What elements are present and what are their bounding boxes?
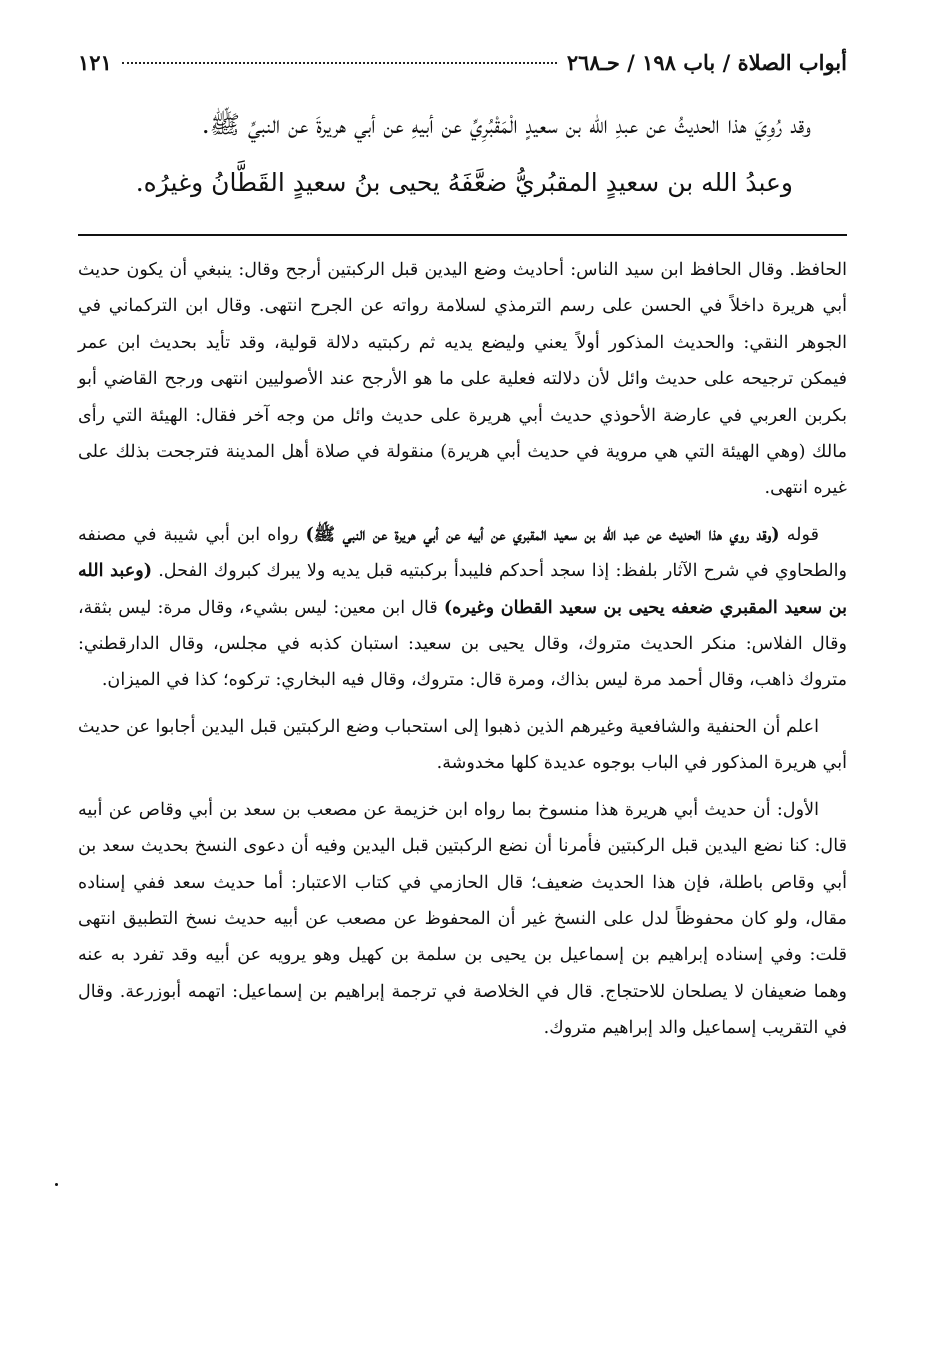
margin-dot <box>55 1183 58 1186</box>
commentary-paragraph-3: اعلم أن الحنفية والشافعية وغيرهم الذين ذهبوا إلى استحباب وضع الركبتين قبل اليدين أجابوا عن حديث أبي هريرة المذكور في الباب بوجوه عديدة كلها مخدوشة. <box>78 716 847 774</box>
commentary-text-2: قال ابن معين: ليس بشيء، وقال مرة: ليس بثقة، وقال الفلاس: منكر الحديث متروك، وقال يحيى بن سعيد: استبان كذبه في مجلس، وقال الدارقطني: متروك ذاهب، وقال أحمد مرة ليس بذاك، ومرة قال: متروك، وقال فيه البخاري: تركوه؛ كذا في الميزان. <box>78 597 847 691</box>
footnote-divider <box>78 234 847 236</box>
running-header <box>78 50 847 90</box>
commentary-text-1: رواه ابن أبي شيبة في مصنفه والطحاوي في شرح الآثار بلفظ: إذا سجد أحدكم فليبدأ بركبتيه قبل يديه ولا يبرك كبروك الفحل. <box>78 524 848 582</box>
page-number: ١٢١ <box>78 50 112 75</box>
main-paragraph-1: وقد رُوِيَ هذا الحديثُ عن عبدِ الله بن سعيدٍ الْمَقْبُرِيِّ عن أبيهِ عن أبي هريرةَ عن النبيِّ ﷺ. <box>201 110 811 139</box>
commentary-quote-1: (وقد روي هذا الحديث عن عبد الله بن سعيد المقبري عن أبيه عن أبي هريرة عن النبي ﷺ) <box>305 523 780 545</box>
commentary-intro: قوله <box>786 524 820 545</box>
commentary-quote-2: (وعبد الله بن سعيد المقبري ضعفه يحيى بن سعيد القطان وغيره) <box>78 560 848 618</box>
page <box>78 50 847 1057</box>
commentary-paragraph-4: الأول: أن حديث أبي هريرة هذا منسوخ بما رواه ابن خزيمة عن مصعب بن سعد بن أبي وقاص عن أبيه قال: كنا نضع اليدين قبل الركبتين فأمرنا أن نضع الركبتين قبل اليدين وفيه أن دعوى النسخ بحديث سعد بن أبي وقاص باطلة، فإن هذا الحديث ضعيف؛ قال الحازمي في كتاب الاعتبار: أما حديث سعد ففي إسناده مقال، ولو كان محفوظاً لدل على النسخ غير أن المحفوظ عن مصعب عن أبيه حديث نسخ التطبيق انتهى قلت: وفي إسناده إبراهيم بن إسماعيل بن يحيى بن سلمة بن كهيل وهو يرويه عن أبيه وقد تفرد به عنه وهما ضعيفان لا يصلحان للاحتجاج. قال في الخلاصة في ترجمة إبراهيم بن إسماعيل: اتهمه أبوزرعة. وقال في التقريب إسماعيل والد إبراهيم متروك. <box>78 799 847 1039</box>
main-text <box>78 96 847 212</box>
commentary <box>78 252 847 1047</box>
main-paragraph-2: وعبدُ الله بن سعيدٍ المقبُريُّ ضعَّفَهُ يحيى بنُ سعيدٍ القَطَّانُ وغيرُه. <box>135 168 793 197</box>
header-leader-dots <box>122 62 557 64</box>
header-title: أبواب الصلاة / باب ١٩٨ / حـ٢٦٨ <box>566 50 847 75</box>
commentary-paragraph-2 <box>78 517 847 699</box>
commentary-paragraph-1: الحافظ. وقال الحافظ ابن سيد الناس: أحاديث وضع اليدين قبل الركبتين أرجح وقال: ينبغي أن يكون حديث أبي هريرة داخلاً في الحسن على رسم الترمذي لسلامة رواته عن الجرح انتهى. وقال ابن التركماني في الجوهر النقي: والحديث المذكور أولاً يعني وليضع يديه ثم ركبتيه دلالة قولية، وقد تأيد بحديث ابن عمر فيمكن ترجيحه على حديث وائل لأن دلالته فعلية على ما هو الأرجح عند الأصوليين انتهى ورجح القاضي أبو بكربن العربي في عارضة الأحوذي حديث أبي هريرة على حديث وائل من وجه آخر فقال: الهيئة التي رأى مالك (وهي الهيئة التي هي مروية في حديث أبي هريرة) منقولة في صلاة أهل المدينة فترجحت بذلك على غيره انتهى. <box>78 260 847 499</box>
